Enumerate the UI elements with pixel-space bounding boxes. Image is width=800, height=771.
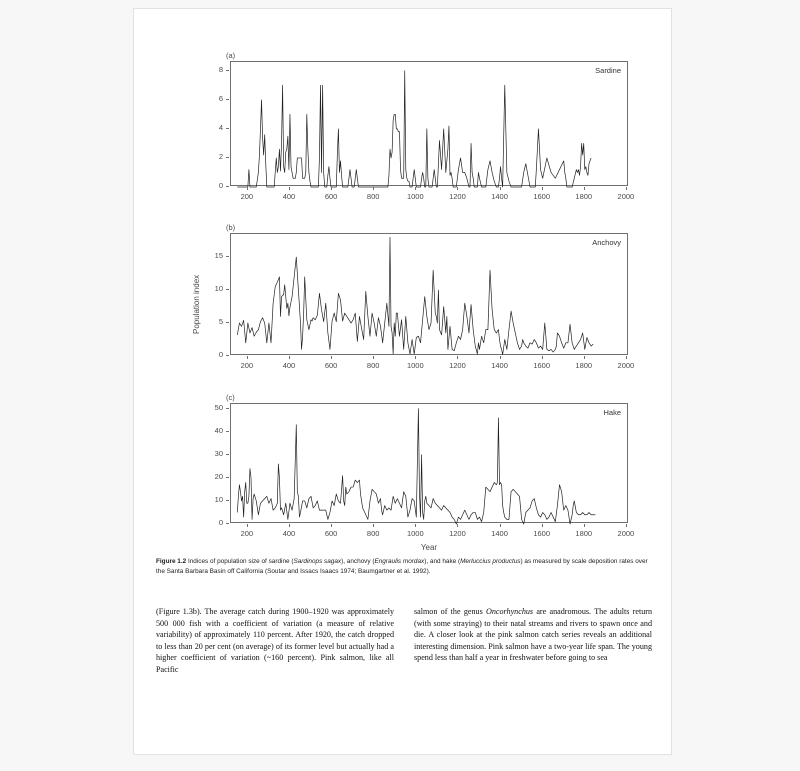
y-tick-label: 0 (218, 518, 223, 527)
body-paragraph-left: (Figure 1.3b). The average catch during 1900–1920 was approximately 500 000 fish with a coefficient of variation (a measure of relative variability) of approximately 110 percent. After 1920, the catch dropped to less than 20 per cent (on average) of its former level but actually had a higher coefficient of variation (~160 percent). Pink salmon, like all Pacific (156, 607, 394, 674)
x-tick-mark (415, 524, 416, 527)
x-tick-label: 400 (282, 361, 296, 370)
x-tick-mark (289, 356, 290, 359)
body-right-post: are anadromous. The adults return (with some straying) to their natal streams and rivers to spawn once and die. A closer look at the pink salmon catch series reveals an additional interesting dimension. Pink salmon have a two-year life span. The young spend less than half a year in freshwater before going to sea (414, 607, 652, 663)
x-tick-mark (542, 524, 543, 527)
caption-species-hake: Merluccius productus (460, 558, 521, 565)
x-tick-mark (457, 356, 458, 359)
x-tick-mark (247, 187, 248, 190)
plot-area-anchovy (230, 233, 628, 355)
x-tick-mark (415, 187, 416, 190)
x-tick-label: 800 (366, 529, 380, 538)
y-tick-label: 10 (214, 494, 223, 504)
x-tick-label: 1600 (533, 361, 550, 370)
y-tick-label: 4 (218, 122, 223, 132)
series-line-hake (231, 404, 629, 524)
caption-text-4: ) as measured by scale deposition rates over the Santa Barbara Basin off California (Soutar and Issacs Isaacs 1974; Baumgartner et al. 1992). (156, 558, 648, 575)
y-tick-label: 2 (218, 151, 223, 161)
x-tick-label: 600 (324, 529, 338, 538)
x-tick-mark (415, 356, 416, 359)
caption-text-1: Indices of population size of sardine ( (186, 558, 294, 565)
y-tick-label: 8 (218, 64, 223, 74)
x-tick-mark (626, 356, 627, 359)
x-tick-label: 1400 (491, 529, 508, 538)
y-tick-mark (226, 128, 229, 129)
y-tick-label: 15 (214, 251, 223, 261)
series-label-sardine: Sardine (595, 66, 621, 75)
x-tick-label: 1600 (533, 529, 550, 538)
panel-tag-b: (b) (226, 223, 236, 232)
y-tick-mark (226, 355, 229, 356)
x-tick-mark (626, 187, 627, 190)
x-tick-label: 1600 (533, 192, 550, 201)
caption-text-3: ), and hake ( (424, 558, 461, 565)
y-tick-mark (226, 454, 229, 455)
x-tick-mark (331, 187, 332, 190)
x-tick-mark (584, 524, 585, 527)
body-paragraph-right (414, 606, 652, 664)
x-tick-mark (373, 524, 374, 527)
x-tick-label: 1400 (491, 361, 508, 370)
x-tick-label: 800 (366, 361, 380, 370)
x-tick-label: 1200 (449, 361, 466, 370)
x-tick-mark (542, 187, 543, 190)
x-tick-mark (289, 187, 290, 190)
x-tick-label: 600 (324, 192, 338, 201)
y-tick-mark (226, 322, 229, 323)
y-tick-label: 0 (218, 181, 223, 190)
y-tick-label: 30 (214, 448, 223, 458)
x-tick-label: 200 (240, 361, 254, 370)
x-tick-label: 200 (240, 192, 254, 201)
x-tick-mark (331, 356, 332, 359)
x-tick-label: 600 (324, 361, 338, 370)
y-tick-label: 20 (214, 471, 223, 481)
x-tick-mark (584, 356, 585, 359)
x-tick-mark (289, 524, 290, 527)
y-tick-label: 0 (218, 350, 223, 359)
series-label-anchovy: Anchovy (592, 238, 621, 247)
x-tick-mark (331, 524, 332, 527)
x-tick-label: 1200 (449, 529, 466, 538)
y-tick-mark (226, 256, 229, 257)
x-tick-label: 400 (282, 192, 296, 201)
y-axis-title: Population index (192, 274, 201, 334)
panel-tag-a: (a) (226, 51, 236, 60)
y-tick-label: 50 (214, 402, 223, 412)
plot-area-hake (230, 403, 628, 523)
y-tick-mark (226, 186, 229, 187)
x-tick-mark (626, 524, 627, 527)
y-tick-label: 10 (214, 284, 223, 294)
figure-1-2 (134, 9, 673, 552)
x-tick-label: 1000 (406, 361, 424, 370)
x-tick-label: 400 (282, 529, 296, 538)
x-tick-label: 1800 (575, 361, 593, 370)
y-tick-mark (226, 500, 229, 501)
caption-text-2: ), anchovy ( (341, 558, 375, 565)
x-tick-mark (373, 356, 374, 359)
x-tick-label: 200 (240, 529, 254, 538)
x-tick-mark (247, 524, 248, 527)
y-tick-label: 40 (214, 425, 223, 435)
figure-caption (156, 557, 652, 577)
x-tick-label: 1000 (406, 192, 424, 201)
y-tick-label: 6 (218, 93, 223, 103)
x-tick-mark (584, 187, 585, 190)
x-tick-label: 1000 (406, 529, 424, 538)
body-column-right (414, 606, 652, 721)
y-tick-mark (226, 157, 229, 158)
plot-area-sardine (230, 61, 628, 186)
panel-tag-c: (c) (226, 393, 235, 402)
y-tick-mark (226, 99, 229, 100)
x-tick-label: 1200 (449, 192, 466, 201)
body-text-columns (156, 606, 652, 721)
document-page (133, 8, 672, 755)
x-tick-mark (500, 187, 501, 190)
body-right-genus: Oncorhynchus (486, 607, 534, 616)
chart-panel-hake (134, 391, 673, 566)
x-tick-mark (542, 356, 543, 359)
x-tick-label: 1800 (575, 529, 593, 538)
series-line-sardine (231, 62, 629, 187)
series-line-anchovy (231, 234, 629, 356)
y-tick-mark (226, 523, 229, 524)
x-tick-label: 1400 (491, 192, 508, 201)
x-tick-mark (373, 187, 374, 190)
x-tick-mark (500, 524, 501, 527)
y-tick-label: 5 (218, 317, 223, 327)
caption-species-sardine: Sardinops sagax (293, 558, 342, 565)
body-column-left (156, 606, 394, 721)
x-tick-mark (457, 187, 458, 190)
x-tick-label: 2000 (617, 192, 635, 201)
chart-panel-anchovy (134, 221, 673, 391)
x-tick-label: 800 (366, 192, 380, 201)
y-tick-mark (226, 408, 229, 409)
x-tick-label: 1800 (575, 192, 593, 201)
x-tick-mark (247, 356, 248, 359)
y-tick-mark (226, 477, 229, 478)
y-tick-mark (226, 289, 229, 290)
x-tick-label: 2000 (617, 529, 635, 538)
y-tick-mark (226, 431, 229, 432)
figure-caption-label: Figure 1.2 (156, 558, 187, 565)
series-label-hake: Hake (603, 408, 621, 417)
x-tick-mark (500, 356, 501, 359)
x-tick-mark (457, 524, 458, 527)
caption-species-anchovy: Engraulis mordax (374, 558, 425, 565)
x-axis-title: Year (420, 543, 438, 552)
chart-panel-sardine (134, 49, 673, 221)
y-tick-mark (226, 70, 229, 71)
x-tick-label: 2000 (617, 361, 635, 370)
body-right-pre: salmon of the genus (414, 607, 486, 616)
